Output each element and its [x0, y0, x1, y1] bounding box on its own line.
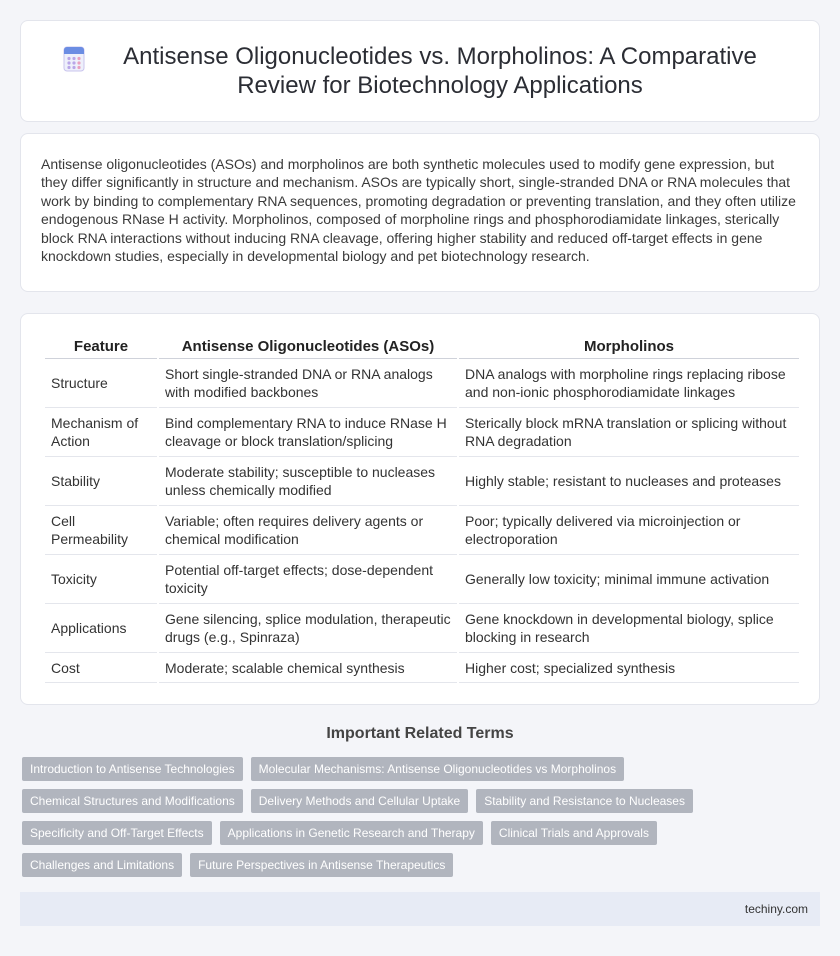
- related-term-tag[interactable]: Specificity and Off-Target Effects: [22, 821, 212, 845]
- feature-cell: Mechanism of Action: [45, 408, 157, 457]
- related-term-tag[interactable]: Challenges and Limitations: [22, 853, 182, 877]
- related-terms-list: [22, 757, 822, 885]
- aso-cell: Variable; often requires delivery agents or chemical modification: [159, 506, 457, 555]
- morpholino-cell: Higher cost; specialized synthesis: [459, 653, 799, 683]
- aso-cell: Bind complementary RNA to induce RNase H cleavage or block translation/splicing: [159, 408, 457, 457]
- title-wrap: [61, 42, 779, 100]
- intro-paragraph: Antisense oligonucleotides (ASOs) and morpholinos are both synthetic molecules used to modify gene expression, but they differ significantly in structure and mechanism. ASOs are typically short, single-stranded DNA or RNA molecules that work by binding to complementary RNA sequences, promoting degradation or preventing translation, and they often utilize endogenous RNase H activity. Morpholinos, composed of morpholine rings and phosphorodiamidate linkages, sterically block RNA interactions without inducing RNA cleavage, offering higher stability and reduced off-target effects in gene knockdown studies, especially in developmental biology and pet biotechnology research.: [41, 156, 796, 265]
- table-row: [45, 359, 799, 408]
- table-row: [45, 457, 799, 506]
- morpholino-cell: Poor; typically delivered via microinjection or electroporation: [459, 506, 799, 555]
- tag-row: [22, 853, 822, 877]
- aso-cell: Moderate stability; susceptible to nucleases unless chemically modified: [159, 457, 457, 506]
- tag-row: [22, 757, 822, 781]
- column-header: Antisense Oligonucleotides (ASOs): [159, 334, 457, 359]
- comparison-table-card: [20, 313, 820, 705]
- related-term-tag[interactable]: Molecular Mechanisms: Antisense Oligonucleotides vs Morpholinos: [251, 757, 625, 781]
- feature-cell: Cost: [45, 653, 157, 683]
- feature-cell: Applications: [45, 604, 157, 653]
- table-row: [45, 408, 799, 457]
- morpholino-cell: Gene knockdown in developmental biology, splice blocking in research: [459, 604, 799, 653]
- table-row: [45, 555, 799, 604]
- related-term-tag[interactable]: Clinical Trials and Approvals: [491, 821, 657, 845]
- tag-row: [22, 789, 822, 813]
- morpholino-cell: Highly stable; resistant to nucleases and proteases: [459, 457, 799, 506]
- related-term-tag[interactable]: Future Perspectives in Antisense Therapeutics: [190, 853, 453, 877]
- calculator-icon: [61, 46, 87, 72]
- feature-cell: Toxicity: [45, 555, 157, 604]
- column-header: Morpholinos: [459, 334, 799, 359]
- table-row: [45, 604, 799, 653]
- aso-cell: Short single-stranded DNA or RNA analogs with modified backbones: [159, 359, 457, 408]
- aso-cell: Gene silencing, splice modulation, therapeutic drugs (e.g., Spinraza): [159, 604, 457, 653]
- related-terms-heading: Important Related Terms: [326, 725, 514, 742]
- morpholino-cell: DNA analogs with morpholine rings replacing ribose and non-ionic phosphorodiamidate linkages: [459, 359, 799, 408]
- feature-cell: Structure: [45, 359, 157, 408]
- table-row: [45, 506, 799, 555]
- table-header-row: [45, 334, 799, 359]
- tag-row: [22, 821, 822, 845]
- aso-cell: Moderate; scalable chemical synthesis: [159, 653, 457, 683]
- related-term-tag[interactable]: Stability and Resistance to Nucleases: [476, 789, 693, 813]
- table-row: [45, 653, 799, 683]
- feature-cell: Stability: [45, 457, 157, 506]
- intro-card: [20, 133, 820, 292]
- related-term-tag[interactable]: Introduction to Antisense Technologies: [22, 757, 243, 781]
- aso-cell: Potential off-target effects; dose-dependent toxicity: [159, 555, 457, 604]
- comparison-table: [43, 334, 801, 683]
- morpholino-cell: Generally low toxicity; minimal immune activation: [459, 555, 799, 604]
- footer-site-link[interactable]: techiny.com: [744, 902, 808, 916]
- footer: [20, 892, 820, 926]
- page-title: Antisense Oligonucleotides vs. Morpholinos: A Comparative Review for Biotechnology Applications: [123, 43, 757, 99]
- morpholino-cell: Sterically block mRNA translation or splicing without RNA degradation: [459, 408, 799, 457]
- column-header: Feature: [45, 334, 157, 359]
- related-term-tag[interactable]: Chemical Structures and Modifications: [22, 789, 243, 813]
- related-term-tag[interactable]: Delivery Methods and Cellular Uptake: [251, 789, 468, 813]
- feature-cell: Cell Permeability: [45, 506, 157, 555]
- related-term-tag[interactable]: Applications in Genetic Research and Therapy: [220, 821, 483, 845]
- title-card: [20, 20, 820, 122]
